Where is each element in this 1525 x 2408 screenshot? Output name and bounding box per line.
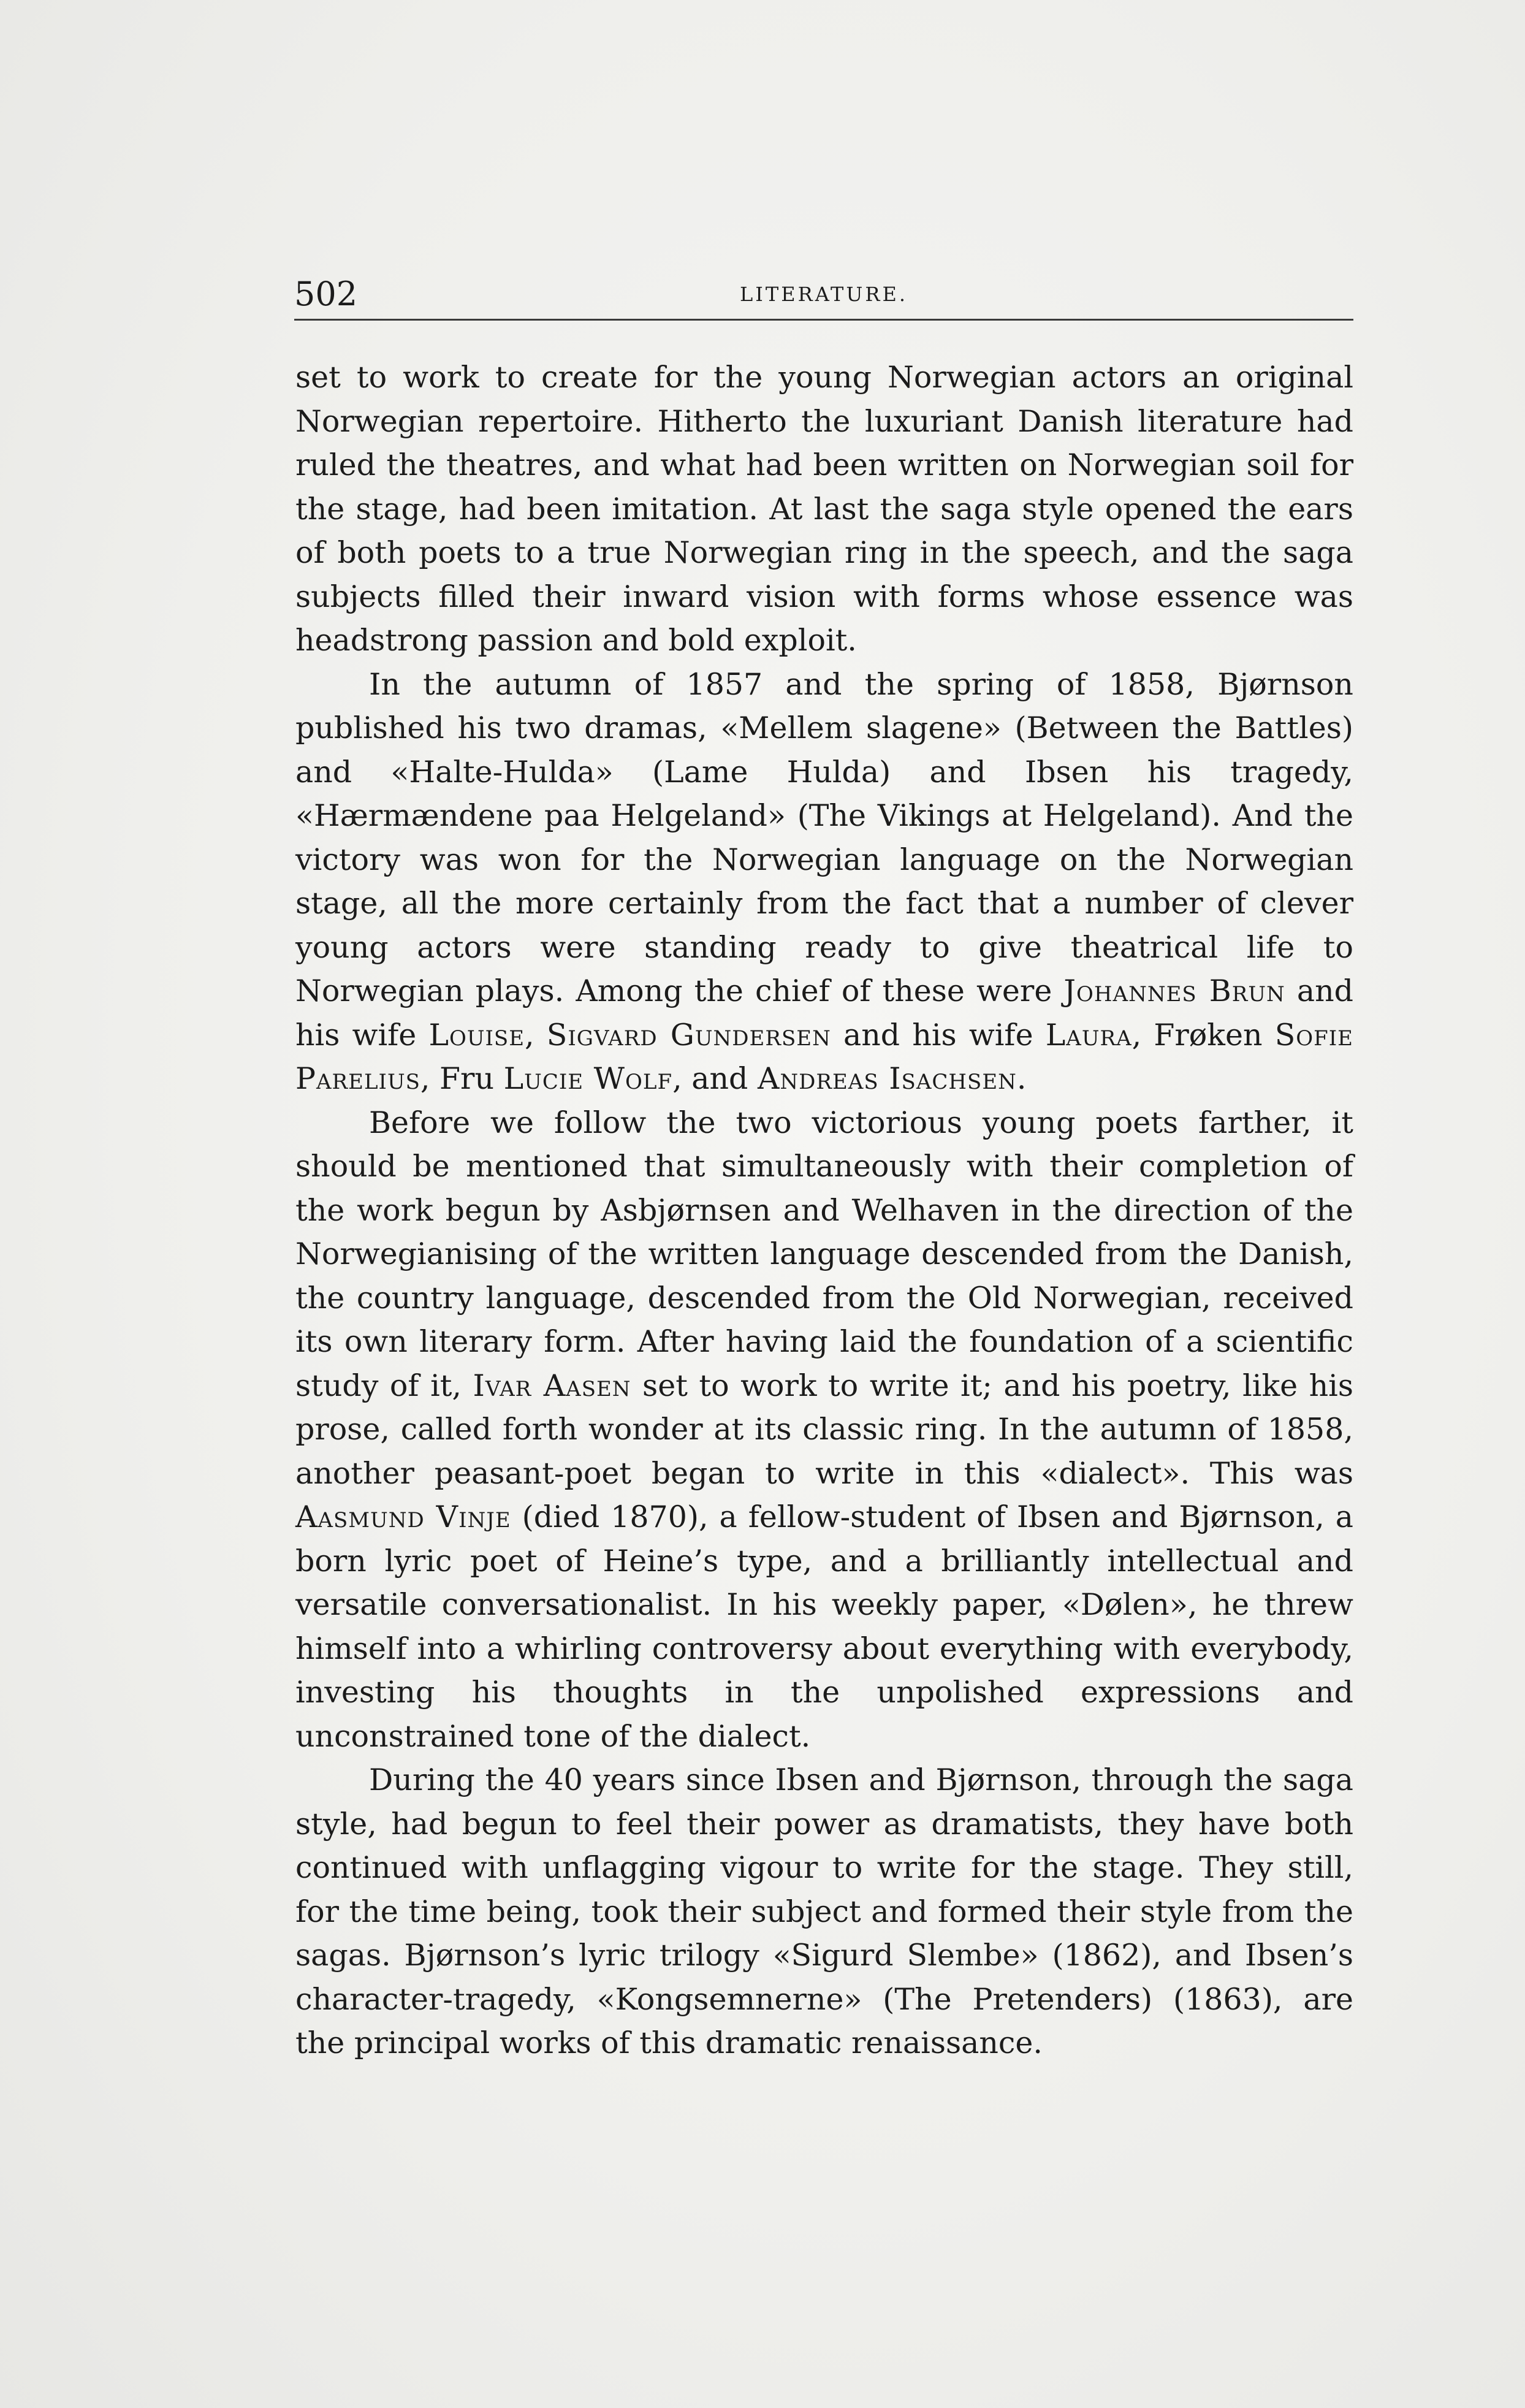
paragraph-3	[295, 1101, 1353, 1759]
text-segment: , Fru	[420, 1061, 504, 1096]
text-segment: set to work to write it; and his poetry, like his prose, called forth wonder at its classic ring. In the autumn of 1858, another peasant-poet began to write in this «dialect». This was	[295, 1368, 1354, 1491]
person-name: Lucie Wolf	[503, 1061, 673, 1096]
text-segment: In the autumn of 1857 and the spring of 1858, Bjørnson published his two dramas, «Mellem slagene» (Between the Battles) and «Halte-Hulda» (Lame Hulda) and Ibsen his tragedy, «Hærmændene paa Helgeland» (The Vikings at Helgeland). And the victory was won for the Norwegian language on the Norwegian stage, all the more certainly from the fact that a number of clever young actors were standing ready to give theatrical life to Norwegian plays. Among the chief of these were	[295, 666, 1353, 1008]
text-segment: , and	[672, 1061, 758, 1096]
text-segment: ,	[525, 1017, 547, 1053]
paragraph-4	[295, 1758, 1353, 2065]
paragraph-1	[295, 356, 1353, 663]
person-name: Sofie Parelius	[295, 1017, 1353, 1096]
person-name: Andreas Isachsen	[757, 1061, 1017, 1096]
person-name: Aasmund Vinje	[295, 1499, 511, 1534]
text-segment: (died 1870), a fellow-student of Ibsen and Bjørnson, a born lyric poet of Heine’s type, and a brilliantly intellectual and versatile conversationalist. In his weekly paper, «Dølen», he threw himself into a whirling controversy about everything with everybody, investing his thoughts in the unpolished expressions and unconstrained tone of the dialect.	[295, 1499, 1353, 1754]
text-segment: .	[1016, 1061, 1027, 1096]
text-segment: set to work to create for the young Norwegian actors an original Norwegian repertoire. Hitherto the luxuriant Danish literature had ruled the theatres, and what had been written on Norwegian soil for the stage, had been imitation. At last the saga style opened the ears of both poets to a true Norwegian ring in the speech, and the saga subjects filled their inward vision with forms whose essence was headstrong passion and bold exploit.	[295, 360, 1353, 658]
person-name: Sigvard Gundersen	[546, 1017, 831, 1053]
person-name: Ivar Aasen	[473, 1368, 631, 1403]
running-head: LITERATURE.	[740, 283, 908, 306]
text-segment: During the 40 years since Ibsen and Bjørnson, through the saga style, had begun to feel their power as dramatists, they have both continued with unflagging vigour to write for the stage. They still, for the time being, took their subject and formed their style from the sagas. Bjørnson’s lyric trilogy «Sigurd Slembe» (1862), and Ibsen’s character-tragedy, «Kongsemnerne» (The Pretenders) (1863), are the principal works of this dramatic renaissance.	[295, 1762, 1353, 2060]
page-number: 502	[294, 275, 358, 313]
page-header	[294, 270, 1353, 321]
text-segment: Before we follow the two victorious young poets farther, it should be mentioned that simultaneously with their completion of the work begun by Asbjørnsen and Welhaven in the direction of the Norwegianising of the written language descended from the Danish, the country language, descended from the Old Norwegian, received its own literary form. After having laid the foundation of a scientific study of it,	[295, 1105, 1353, 1403]
body-text	[295, 356, 1353, 2065]
text-segment: and his wife	[295, 973, 1353, 1053]
text-segment: and his wife	[831, 1017, 1046, 1053]
person-name: Laura	[1045, 1017, 1132, 1053]
person-name: Louise	[428, 1017, 525, 1053]
text-segment: , Frøken	[1131, 1017, 1275, 1053]
person-name: Johannes Brun	[1063, 973, 1285, 1008]
paragraph-2	[295, 663, 1353, 1101]
